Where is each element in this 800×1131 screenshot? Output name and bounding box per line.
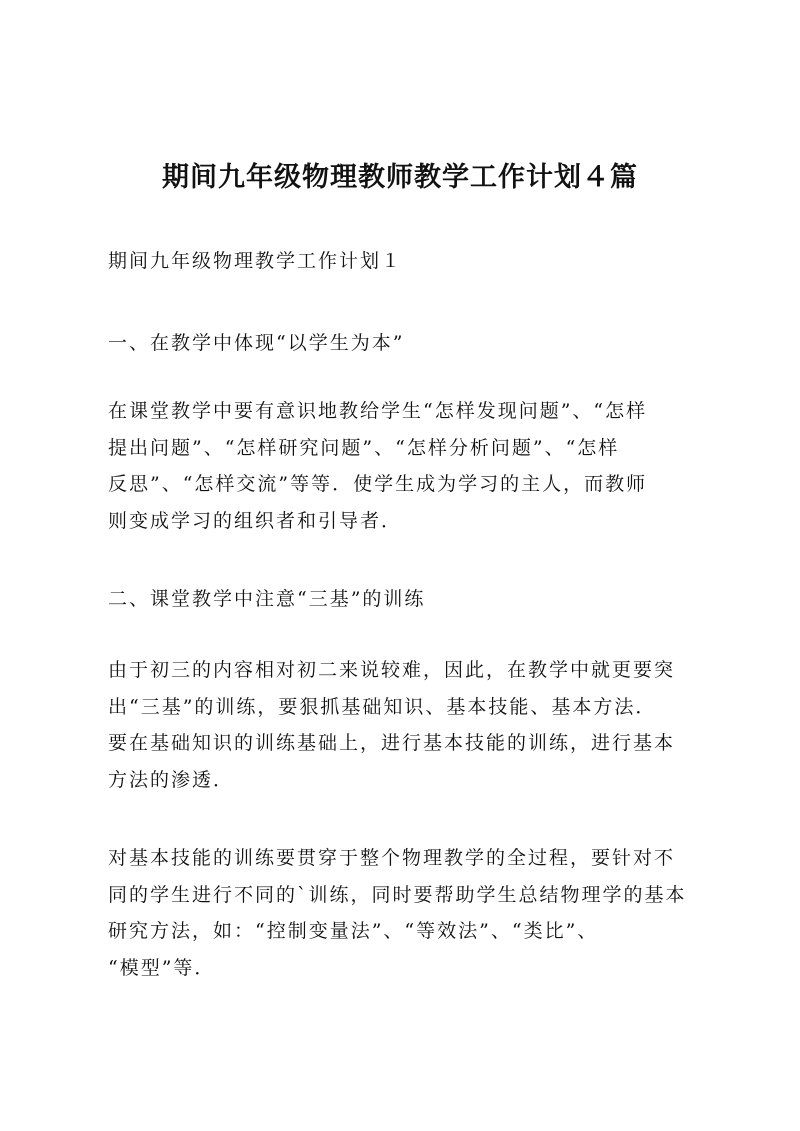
paragraph-line: 对基本技能的训练要贯穿于整个物理教学的全过程，要针对不: [108, 847, 676, 869]
section-two-paragraph-two: [108, 840, 700, 986]
section-two-heading: [108, 581, 700, 618]
section-one-paragraph: [108, 393, 700, 539]
paragraph-line: 由于初三的内容相对初二来说较难，因此，在教学中就更要突: [108, 659, 676, 681]
paragraph-line: 研究方法，如：“控制变量法”、“等效法”、“类比”、: [108, 920, 599, 942]
paragraph-line: 则变成学习的组织者和引导者．: [108, 509, 403, 532]
paragraph-line: 方法的渗透．: [108, 768, 235, 791]
paragraph-line: “模型”等．: [108, 956, 216, 979]
document-title: 期间九年级物理教师教学工作计划４篇: [162, 162, 638, 193]
paragraph-line: 在课堂教学中要有意识地教给学生“怎样发现问题”、“怎样: [108, 400, 648, 422]
paragraph-line: 提出问题”、“怎样研究问题”、“怎样分析问题”、“怎样: [108, 436, 620, 459]
plan-subtitle: [108, 243, 700, 280]
section-two-heading-text: 二、课堂教学中注意“三基”的训练: [108, 588, 426, 610]
section-one-heading: [108, 325, 700, 362]
paragraph-line: 要在基础知识的训练基础上，进行基本技能的训练，进行基本: [108, 732, 676, 754]
section-one-heading-text: 一、在教学中体现“以学生为本”: [108, 332, 405, 354]
section-two-paragraph-one: [108, 652, 700, 798]
paragraph-line: 出“三基”的训练，要狠抓基础知识、基本技能、基本方法．: [108, 695, 657, 718]
paragraph-line: 同的学生进行不同的`训练，同时要帮助学生总结物理学的基本: [108, 883, 687, 906]
plan-subtitle-text: 期间九年级物理教学工作计划１: [108, 250, 403, 272]
paragraph-line: 反思”、“怎样交流”等等．使学生成为学习的主人，而教师: [108, 473, 648, 495]
